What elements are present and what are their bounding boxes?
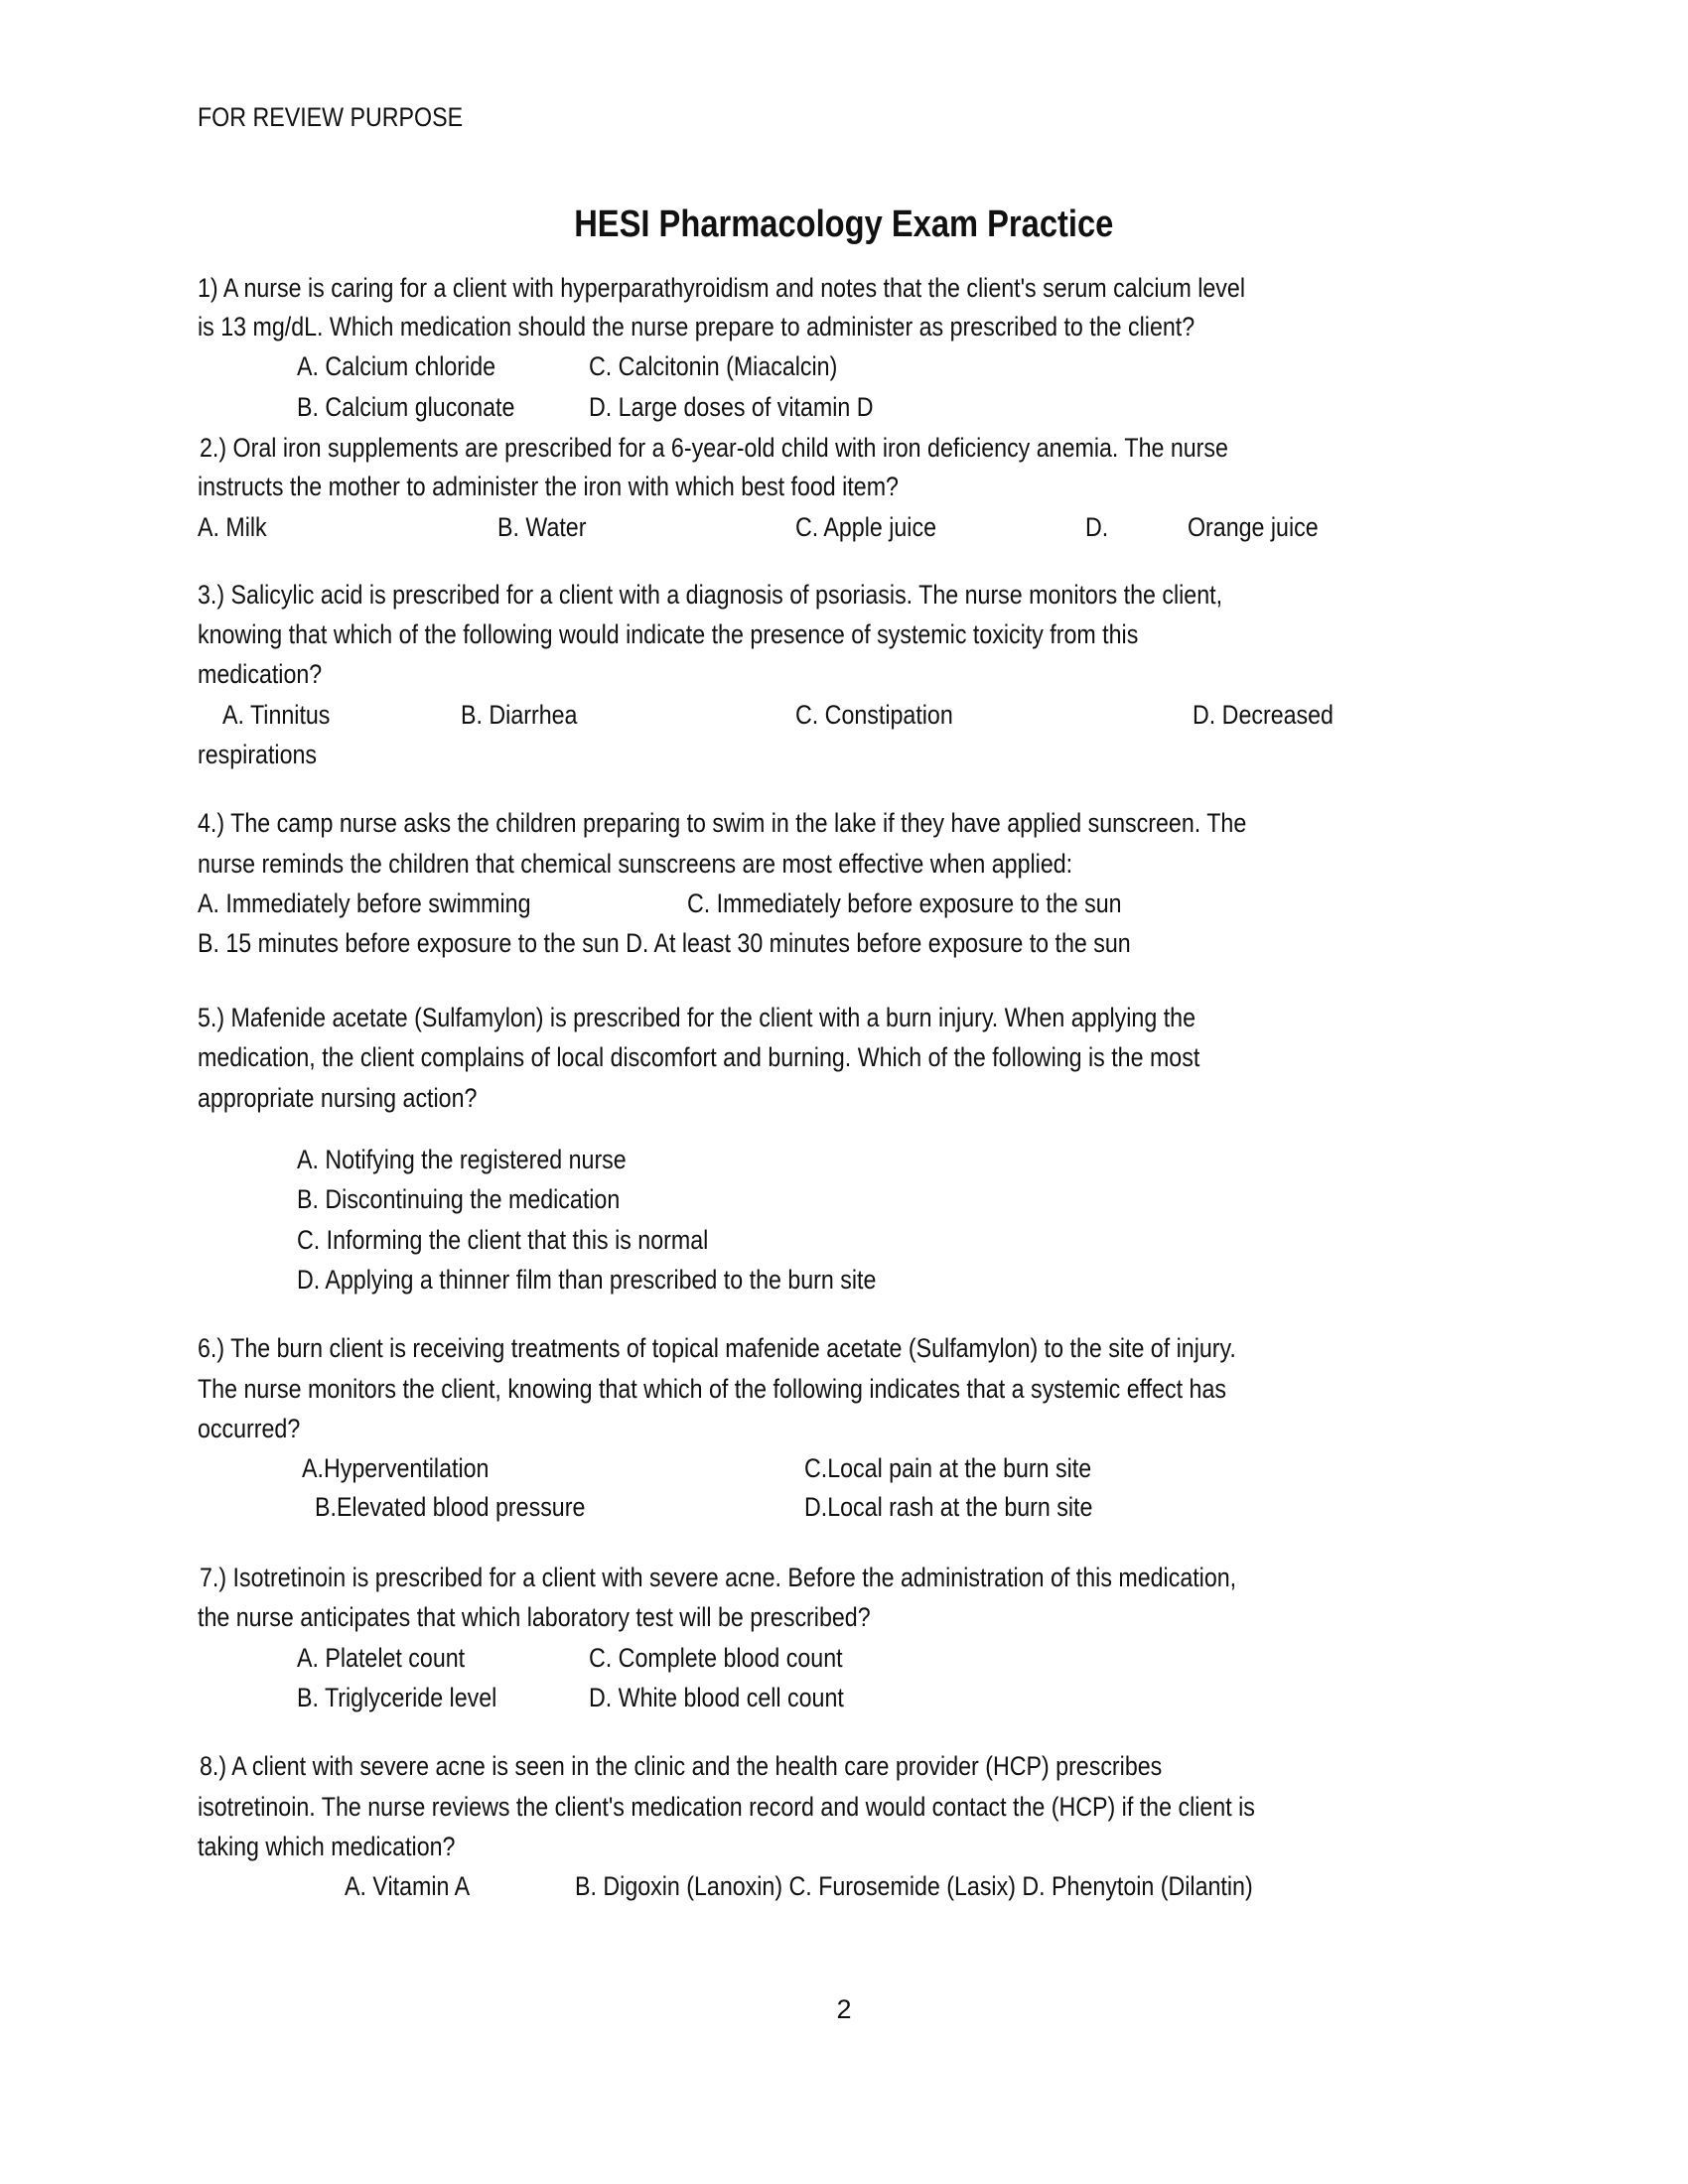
option: A. Immediately before swimming	[198, 888, 531, 918]
option: C. Apple juice	[795, 512, 936, 542]
question-8-stem: 8.) A client with severe acne is seen in the clinic and the health care provider (HCP) prescribes	[200, 1751, 1163, 1781]
option: B. 15 minutes before exposure to the sun D. At least 30 minutes before exposure to the sun	[198, 928, 1131, 958]
option: A. Calcium chloride	[297, 351, 496, 381]
question-3-stem: medication?	[198, 659, 323, 689]
title-text: HESI Pharmacology Exam Practice	[574, 204, 1114, 245]
question-2-stem: instructs the mother to administer the iron with which best food item?	[198, 472, 899, 501]
option: C. Calcitonin (Miacalcin)	[589, 351, 838, 381]
option: A. Platelet count	[297, 1643, 466, 1673]
question-3-stem: knowing that which of the following would indicate the presence of systemic toxicity from this	[198, 619, 1139, 649]
page-number: 2	[836, 1994, 852, 2024]
option: Orange juice	[1188, 512, 1319, 542]
question-1-stem: is 13 mg/dL. Which medication should the nurse prepare to administer as prescribed to the client?	[198, 312, 1196, 341]
option: D.Local rash at the burn site	[804, 1492, 1093, 1522]
option: C. Immediately before exposure to the sun	[687, 888, 1122, 918]
option: B. Calcium gluconate	[297, 392, 515, 422]
page-header: FOR REVIEW PURPOSE	[198, 102, 464, 132]
option: B. Triglyceride level	[297, 1683, 497, 1712]
question-7-stem: the nurse anticipates that which laboratory test will be prescribed?	[198, 1602, 871, 1632]
option: respirations	[198, 740, 318, 769]
question-6-stem: occurred?	[198, 1414, 301, 1443]
option: A. Tinnitus	[222, 700, 331, 730]
question-8-stem: isotretinoin. The nurse reviews the client's medication record and would contact the (HCP) if the client is	[198, 1792, 1255, 1822]
option: C. Complete blood count	[589, 1643, 843, 1673]
option: A.Hyperventilation	[302, 1453, 490, 1483]
question-5-stem: medication, the client complains of local discomfort and burning. Which of the following is the most	[198, 1042, 1200, 1072]
option: A. Notifying the registered nurse	[297, 1145, 627, 1174]
option: D. Decreased	[1193, 700, 1334, 730]
option: B.Elevated blood pressure	[315, 1492, 586, 1522]
option: D. Large doses of vitamin D	[589, 392, 874, 422]
option: B. Water	[497, 512, 587, 542]
question-1-stem: 1) A nurse is caring for a client with hyperparathyroidism and notes that the client's serum calcium level	[198, 273, 1245, 303]
document-title	[0, 203, 1688, 246]
option: B. Diarrhea	[461, 700, 578, 730]
question-3-stem: 3.) Salicylic acid is prescribed for a client with a diagnosis of psoriasis. The nurse monitors the client,	[198, 580, 1223, 610]
option: D. White blood cell count	[589, 1683, 844, 1712]
question-7-stem: 7.) Isotretinoin is prescribed for a client with severe acne. Before the administration of this medication,	[200, 1563, 1237, 1592]
question-8-stem: taking which medication?	[198, 1832, 456, 1861]
option: D.	[1085, 512, 1109, 542]
question-4-stem: nurse reminds the children that chemical sunscreens are most effective when applied:	[198, 849, 1073, 879]
option: A. Vitamin A	[345, 1871, 471, 1901]
option: D. Applying a thinner film than prescribed to the burn site	[297, 1265, 877, 1295]
option: A. Milk	[198, 512, 267, 542]
question-5-stem: 5.) Mafenide acetate (Sulfamylon) is prescribed for the client with a burn injury. When applying the	[198, 1003, 1196, 1032]
question-5-stem: appropriate nursing action?	[198, 1083, 478, 1113]
option: B. Discontinuing the medication	[297, 1184, 621, 1214]
option: C.Local pain at the burn site	[804, 1453, 1092, 1483]
question-2-stem: 2.) Oral iron supplements are prescribed for a 6-year-old child with iron deficiency anemia. The nurse	[200, 433, 1228, 463]
question-6-stem: 6.) The burn client is receiving treatments of topical mafenide acetate (Sulfamylon) to the site of injury.	[198, 1333, 1236, 1363]
question-6-stem: The nurse monitors the client, knowing that which of the following indicates that a systemic effect has	[198, 1374, 1226, 1404]
option: B. Digoxin (Lanoxin) C. Furosemide (Lasix) D. Phenytoin (Dilantin)	[575, 1871, 1253, 1901]
question-4-stem: 4.) The camp nurse asks the children preparing to swim in the lake if they have applied sunscreen. The	[198, 808, 1247, 838]
option: C. Constipation	[795, 700, 953, 730]
option: C. Informing the client that this is normal	[297, 1225, 709, 1255]
